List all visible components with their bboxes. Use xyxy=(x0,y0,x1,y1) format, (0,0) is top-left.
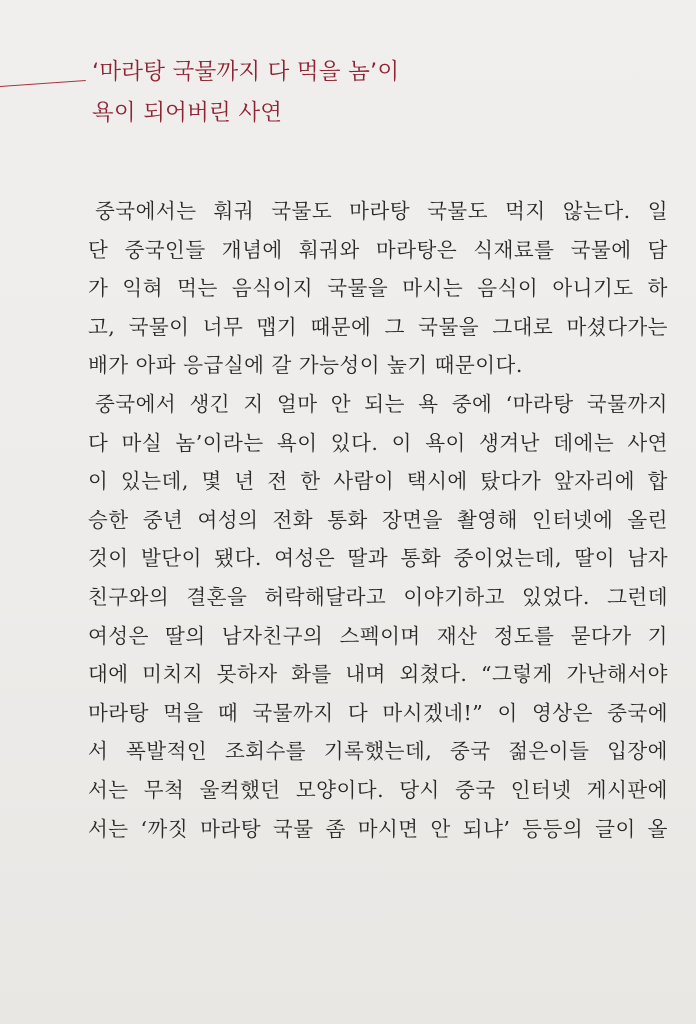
text-line: 가 익혀 먹는 음식이지 국물을 마시는 음식이 아니기도 하 xyxy=(88,276,668,301)
text-line: 것이 발단이 됐다. 여성은 딸과 통화 중이었는데, 딸이 남자 xyxy=(88,546,668,571)
text-line: 서는 ‘까짓 마라탕 국물 좀 마시면 안 되냐’ 등등의 글이 올 xyxy=(88,816,668,841)
text-line: 승한 중년 여성의 전화 통화 장면을 촬영해 인터넷에 올린 xyxy=(88,507,668,532)
body-text xyxy=(88,192,668,848)
text-line: 대에 미치지 못하자 화를 내며 외쳤다. “그렇게 가난해서야 xyxy=(88,662,668,687)
section-title-line-2: 욕이 되어버린 사연 xyxy=(92,100,283,126)
text-line: 중국에서 생긴 지 얼마 안 되는 욕 중에 ‘마라탕 국물까지 xyxy=(95,391,668,416)
text-line: 서 폭발적인 조회수를 기록했는데, 중국 젊은이들 입장에 xyxy=(88,739,668,764)
text-line: 서는 무척 울컥했던 모양이다. 당시 중국 인터넷 게시판에 xyxy=(88,777,668,802)
text-line: 중국에서는 훠궈 국물도 마라탕 국물도 먹지 않는다. 일 xyxy=(95,199,668,223)
text-line: 친구와의 결혼을 허락해달라고 이야기하고 있었다. 그런데 xyxy=(88,584,668,609)
text-line: 다 마실 놈’이라는 욕이 있다. 이 욕이 생겨난 데에는 사연 xyxy=(88,430,668,455)
section-title xyxy=(92,52,399,134)
paragraph-1 xyxy=(88,192,668,385)
paragraph-2 xyxy=(88,385,668,848)
text-line: 이 있는데, 몇 년 전 한 사람이 택시에 탔다가 앞자리에 합 xyxy=(88,469,668,494)
text-line: 마라탕 먹을 때 국물까지 다 마시겠네!” 이 영상은 중국에 xyxy=(88,700,668,725)
text-line: 고, 국물이 너무 맵기 때문에 그 국물을 그대로 마셨다가는 xyxy=(88,314,668,339)
text-line: 단 중국인들 개념에 훠궈와 마라탕은 식재료를 국물에 담 xyxy=(88,237,668,262)
text-line: 여성은 딸의 남자친구의 스펙이며 재산 정도를 묻다가 기 xyxy=(88,623,668,648)
title-accent-rule xyxy=(0,80,86,87)
text-line: 배가 아파 응급실에 갈 가능성이 높기 때문이다. xyxy=(88,353,523,378)
section-title-line-1: ‘마라탕 국물까지 다 먹을 놈’이 xyxy=(92,59,400,85)
